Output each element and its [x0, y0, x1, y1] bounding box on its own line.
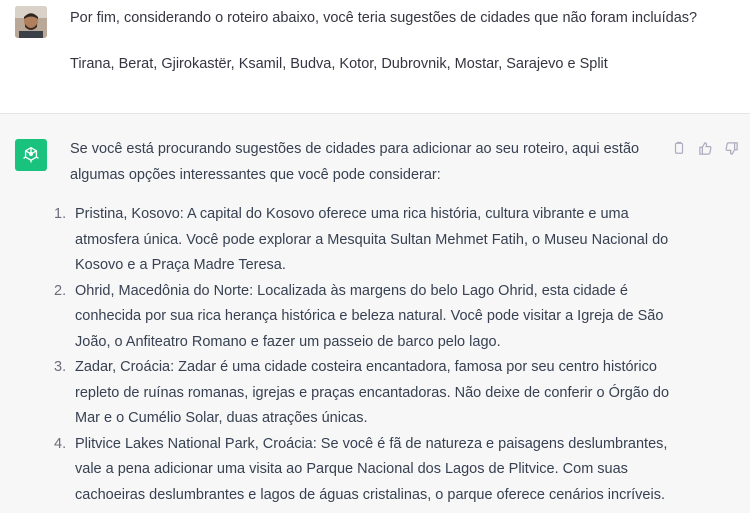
assistant-message-text — [54, 137, 670, 508]
user-message-text — [70, 7, 710, 76]
user-city-list: Tirana, Berat, Gjirokastër, Ksamil, Budva, Kotor, Dubrovnik, Mostar, Sarajevo e Split — [70, 56, 608, 72]
clipboard-icon[interactable] — [670, 139, 688, 157]
suggestion-list — [54, 202, 670, 508]
list-item-number: 1. — [54, 206, 67, 222]
assistant-message-row — [0, 114, 750, 513]
assistant-intro: Se você está procurando sugestões de cidades para adicionar ao seu roteiro, aqui estão algumas opções interessantes que você pode considerar: — [70, 141, 640, 183]
list-item-text: Ohrid, Macedônia do Norte: Localizada às margens do belo Lago Ohrid, esta cidade é conhecida por sua rica herança histórica e beleza natural. Você pode visitar a Igreja de São João, o Anfiteatro Romano e fazer um passeio de barco pelo lago. — [75, 282, 664, 350]
list-item-number: 4. — [54, 435, 67, 452]
list-item-text: Plitvice Lakes National Park, Croácia: Se você é fã de natureza e paisagens deslumbrantes, vale a pena adicionar uma visita ao Parque Nacional dos Lagos de Plitvice. Com suas cachoeiras deslumbrantes e lagos de águas cristalinas, o parque oferece cenários incríveis. — [75, 435, 668, 503]
user-question: Por fim, considerando o roteiro abaixo, você teria sugestões de cidades que não foram incluídas? — [70, 10, 698, 26]
user-message-row — [0, 0, 750, 114]
list-item-text: Zadar, Croácia: Zadar é uma cidade costeira encantadora, famosa por seu centro histórico repleto de ruínas romanas, igrejas e praças encantadoras. Não deixe de conferir o Órgão do Mar e o Cumélio Solar, duas atrações únicas. — [75, 359, 670, 426]
list-item — [54, 279, 670, 356]
message-actions — [670, 139, 740, 157]
list-item — [54, 202, 670, 279]
list-item-number: 3. — [54, 359, 67, 375]
list-item — [54, 432, 670, 509]
list-item — [54, 355, 670, 432]
thumbs-down-icon[interactable] — [722, 139, 740, 157]
list-item-text: Pristina, Kosovo: A capital do Kosovo oferece uma rica história, cultura vibrante e uma atmosfera única. Você pode explorar a Mesquita Sultan Mehmet Fatih, o Museu Nacional do Kosovo e a Praça Madre Teresa. — [75, 206, 669, 273]
thumbs-up-icon[interactable] — [696, 139, 714, 157]
user-avatar — [15, 6, 47, 38]
openai-logo-icon — [15, 139, 47, 171]
list-item-number: 2. — [54, 282, 67, 299]
